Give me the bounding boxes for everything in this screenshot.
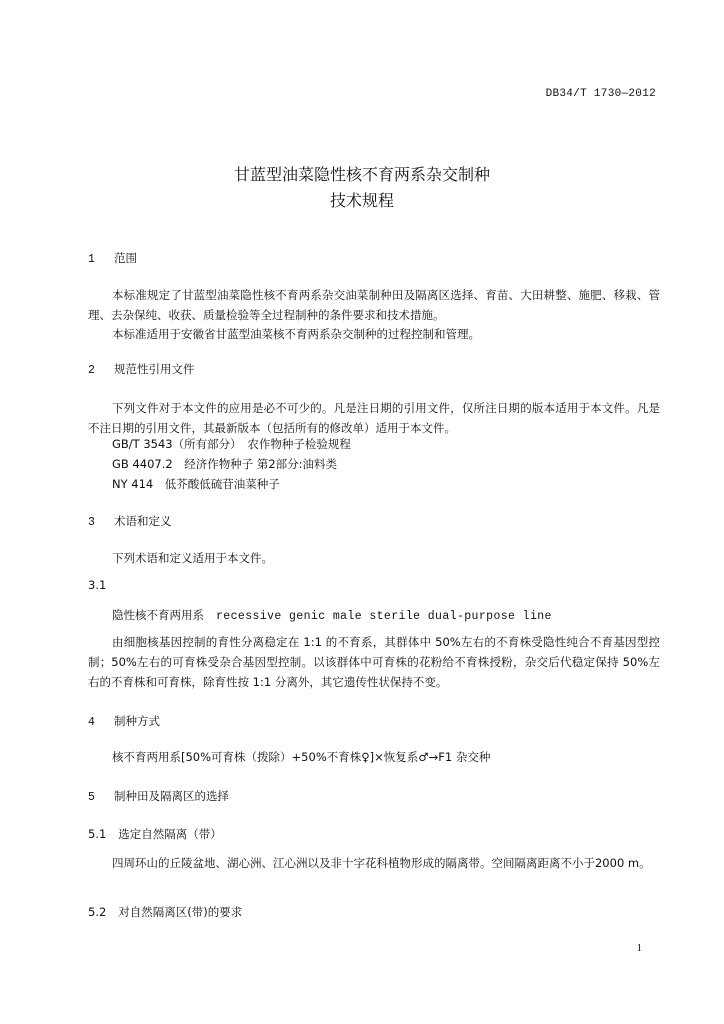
term-english: recessive genic male sterile dual-purpose line (216, 610, 552, 623)
subsection-5-1-paragraph: 四周环山的丘陵盆地、湖心洲、江心洲以及非十字花科植物形成的隔离带。空间隔离距离不小于2000 m。 (112, 856, 651, 870)
reference-item: GB 4407.2 经济作物种子 第2部分:油料类 (112, 457, 338, 471)
document-title: 甘蓝型油菜隐性核不育两系杂交制种 (233, 165, 490, 184)
section-title: 术语和定义 (114, 514, 172, 528)
section-number: 5 (88, 791, 95, 804)
subsection-title: 选定自然隔离（带） (118, 827, 222, 841)
subsection-number: 5.1 (88, 827, 107, 841)
section-number: 3 (88, 516, 95, 529)
section-1-heading (88, 250, 137, 266)
term-chinese: 隐性核不育两用系 (112, 608, 204, 622)
production-formula: 核不育两用系[50%可育株（拨除）+50%不育株♀]×恢复系♂→F1 杂交种 (112, 750, 491, 764)
section-title: 制种方式 (114, 714, 160, 728)
section-number: 4 (88, 716, 95, 729)
subsection-5-1-heading (88, 826, 222, 842)
section-4-heading (88, 713, 160, 729)
subsection-number: 5.2 (88, 905, 107, 919)
subsection-3-1-number: 3.1 (88, 578, 107, 592)
section-1-paragraph-2: 本标准适用于安徽省甘蓝型油菜核不育两系杂交制种的过程控制和管理。 (112, 327, 480, 341)
section-number: 2 (88, 364, 95, 377)
section-1-paragraph-1: 本标准规定了甘蓝型油菜隐性核不育两系杂交油菜制种田及隔离区选择、育苗、大田耕整、施肥、移栽、管理、去杂保纯、收获、质量检验等全过程制种的条件要求和技术措施。 (88, 288, 660, 322)
term-definition: 由细胞核基因控制的育性分离稳定在 1:1 的不育系，其群体中 50%左右的不育株受隐性纯合不育基因型控制；50%左右的可育株受杂合基因型控制。以该群体中可育株的花粉给不育株授粉，杂交后代稳定保持 50%左右的不育株和可育株，除育性按 1:1 分离外，其它遗传性状保持不变。 (88, 635, 660, 689)
subsection-5-2-heading (88, 904, 242, 920)
section-title: 规范性引用文件 (114, 362, 195, 376)
section-title: 制种田及隔离区的选择 (114, 789, 229, 803)
section-2-heading (88, 361, 195, 377)
section-title: 范围 (114, 251, 137, 265)
section-number: 1 (88, 253, 95, 266)
section-2-paragraph-1: 下列文件对于本文件的应用是必不可少的。凡是注日期的引用文件，仅所注日期的版本适用于本文件。凡是不注日期的引用文件，其最新版本（包括所有的修改单）适用于本文件。 (88, 401, 660, 435)
page-number: 1 (636, 942, 642, 954)
reference-item: GB/T 3543（所有部分） 农作物种子检验规程 (112, 437, 351, 451)
document-code: DB34/T 1730—2012 (545, 88, 656, 100)
reference-item: NY 414 低芥酸低硫苷油菜种子 (112, 477, 280, 491)
subsection-title: 对自然隔离区(带)的要求 (118, 905, 243, 919)
document-title-line2: 技术规程 (329, 191, 394, 210)
section-3-heading (88, 513, 172, 529)
term-entry (112, 607, 552, 623)
section-3-paragraph-1: 下列术语和定义适用于本文件。 (112, 551, 273, 565)
section-5-heading (88, 788, 229, 804)
